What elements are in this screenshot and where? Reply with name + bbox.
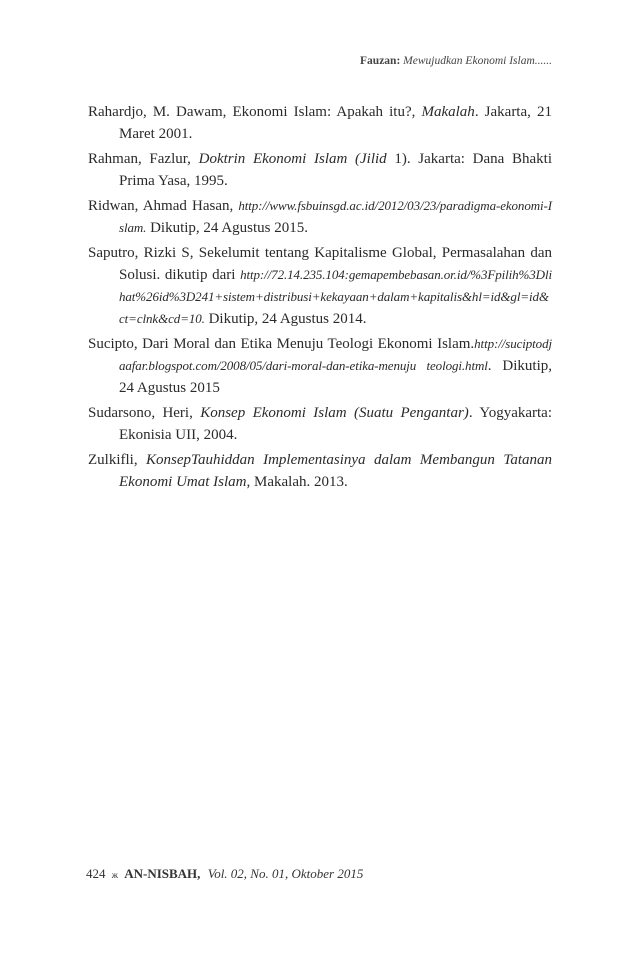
reference-url: http://72.14.235.104:gemapembebasan.or.id/%3Fpilih%3Dlihat%26id%3D241+sistem+distribusi+kekayaan+dalam+kapitalis&hl=id&gl=id&ct=clnk&cd=10. bbox=[119, 267, 552, 326]
reference-text: Ridwan, Ahmad Hasan, bbox=[88, 198, 239, 214]
reference-text: , Makalah. 2013. bbox=[246, 474, 348, 490]
reference-text: Dikutip, 24 Agustus 2015. bbox=[146, 220, 308, 236]
running-header bbox=[360, 55, 552, 67]
reference-text: Saputro, Rizki S, Sekelumit tentang Kapitalisme Global, Permasalahan dan Solusi. dikutip dari bbox=[88, 245, 552, 283]
journal-name: AN-NISBAH, bbox=[124, 866, 201, 881]
page-footer bbox=[86, 866, 363, 882]
ornament-symbol: ж bbox=[111, 870, 118, 880]
reference-text: . Yogyakarta: Ekonisia UII, 2004. bbox=[119, 405, 553, 443]
journal-issue: Vol. 02, No. 01, Oktober 2015 bbox=[207, 866, 364, 881]
reference-url: http://www.fsbuinsgd.ac.id/2012/03/23/paradigma-ekonomi-Islam. bbox=[119, 198, 552, 235]
reference-entry bbox=[88, 402, 552, 446]
reference-entry bbox=[88, 242, 552, 330]
header-title: Mewujudkan Ekonomi Islam...... bbox=[403, 55, 552, 67]
reference-text: Dikutip, 24 Agustus 2014. bbox=[204, 311, 367, 327]
reference-entry bbox=[88, 101, 552, 145]
reference-entry bbox=[88, 449, 552, 493]
reference-entry bbox=[88, 195, 552, 239]
reference-text: Rahman, Fazlur, bbox=[88, 151, 199, 167]
reference-text: 1). Jakarta: Dana Bhakti Prima Yasa, 1995. bbox=[119, 151, 552, 189]
reference-entry bbox=[88, 148, 552, 192]
reference-url: http://suciptodjaafar.blogspot.com/2008/05/dari-moral-dan-etika-menuju teologi.html bbox=[119, 336, 552, 373]
reference-text: Sucipto, Dari Moral dan Etika Menuju Teologi Ekonomi Islam. bbox=[88, 336, 475, 352]
reference-title: Konsep Ekonomi Islam (Suatu Pengantar) bbox=[200, 405, 469, 421]
reference-text: . Jakarta, 21 Maret 2001. bbox=[119, 104, 552, 142]
header-author: Fauzan: bbox=[360, 55, 401, 67]
reference-title: KonsepTauhiddan Implementasinya dalam Membangun Tatanan Ekonomi Umat Islam bbox=[119, 452, 552, 490]
page-number: 424 bbox=[86, 866, 106, 881]
reference-text: . Dikutip, 24 Agustus 2015 bbox=[119, 358, 552, 396]
reference-text: Rahardjo, M. Dawam, Ekonomi Islam: Apakah itu?, bbox=[88, 104, 422, 120]
reference-text: Sudarsono, Heri, bbox=[88, 405, 201, 421]
reference-entry bbox=[88, 333, 552, 399]
reference-text: Zulkifli, bbox=[88, 452, 147, 468]
reference-list bbox=[88, 101, 552, 496]
reference-title: Makalah bbox=[421, 104, 475, 120]
reference-title: Doktrin Ekonomi Islam (Jilid bbox=[198, 151, 387, 167]
